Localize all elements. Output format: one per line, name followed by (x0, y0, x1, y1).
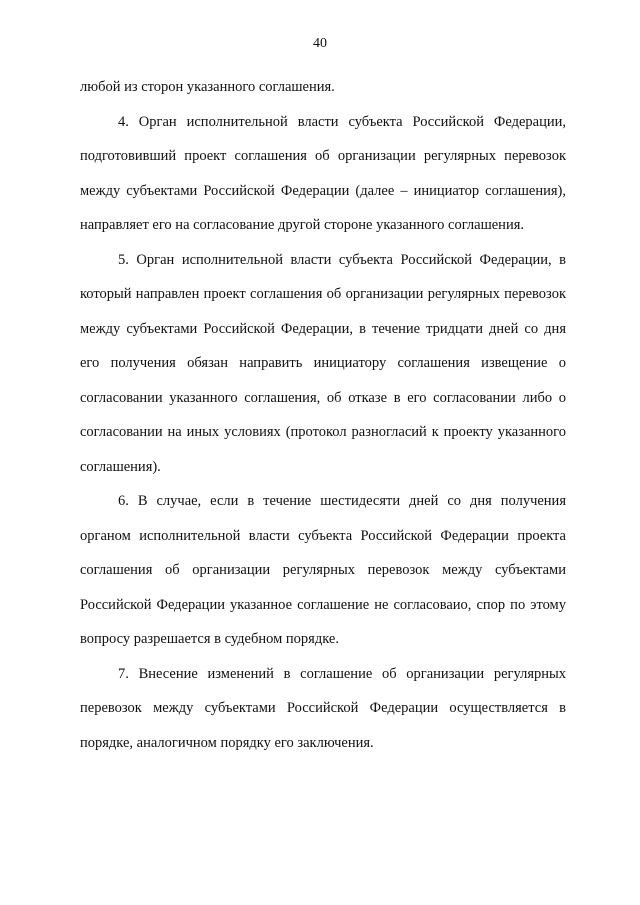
paragraph-item-6: 6. В случае, если в течение шестидесяти дней со дня получения органом исполнительной власти субъекта Российской Федерации проекта соглашения об организации регулярных перевозок между субъектами Российской Федерации указанное соглашение не согласоваио, спор по этому вопросу разрешается в судебном порядке. (80, 493, 566, 647)
paragraph-item-7: 7. Внесение изменений в соглашение об организации регулярных перевозок между субъектами Российской Федерации осуществляется в порядке, аналогичном порядку его заключения. (80, 665, 566, 751)
page-number: 40 (313, 36, 327, 51)
paragraph-continuation: любой из сторон указанного соглашения. (80, 79, 335, 95)
paragraph-item-5: 5. Орган исполнительной власти субъекта Российской Федерации, в который направлен проект соглашения об организации регулярных перевозок между субъектами Российской Федерации, в течение тридцати дней со дня его получения обязан направить инициатору соглашения извещение о согласовании указанного соглашения, об отказе в его согласовании либо о согласовании на иных условиях (протокол разногласий к проекту указанного соглашения). (80, 251, 566, 475)
paragraph-item-4: 4. Орган исполнительной власти субъекта Российской Федерации, подготовивший проект соглашения об организации регулярных перевозок между субъектами Российской Федерации (далее – инициатор соглашения), направляет его на согласование другой стороне указанного соглашения. (80, 113, 566, 233)
document-body (80, 70, 566, 760)
